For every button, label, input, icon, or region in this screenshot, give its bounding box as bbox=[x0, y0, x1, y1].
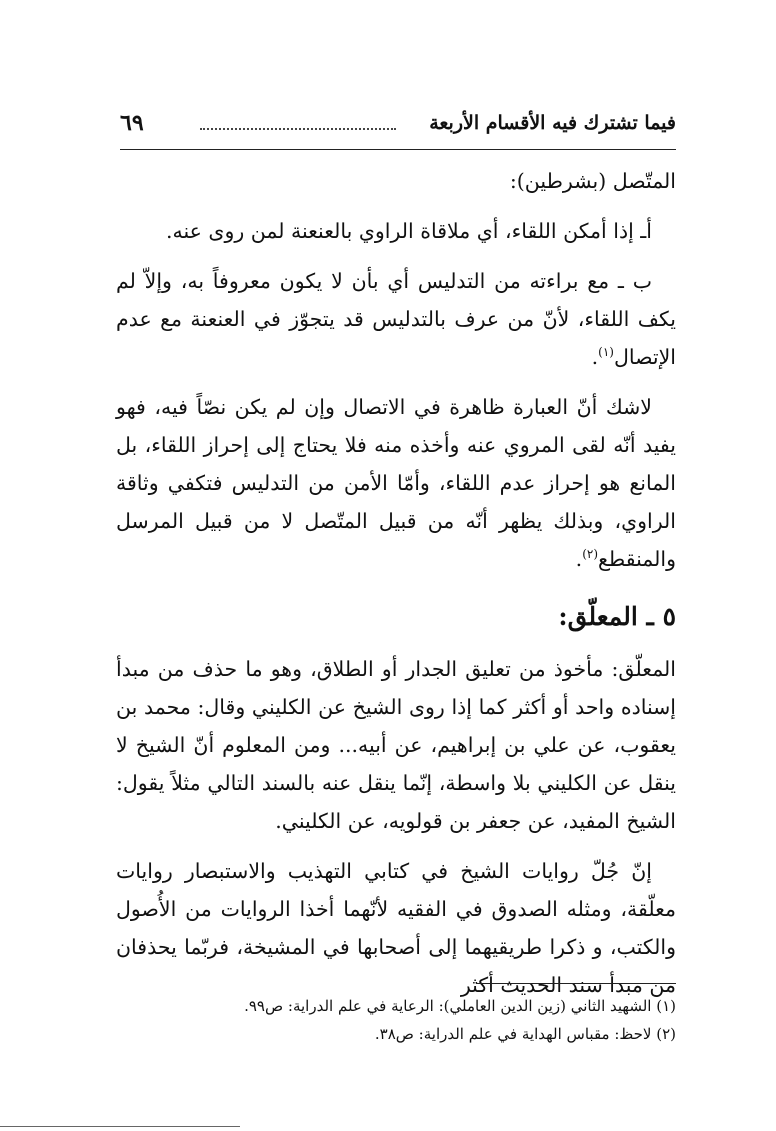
paragraph-muallaq-examples: إنّ جُلّ روايات الشيخ في كتابي التهذيب والاستبصار روايات معلّقة، ومثله الصدوق في الفقيه لأنّهما أخذا الروايات من الأُصول والكتب، و ذكرا طريقيهما إلى أصحابها في المشيخة، فربّما يحذفان من مبدأ سند الحديث أكثر bbox=[116, 859, 676, 997]
paragraph-muttasil-title: المتّصل (بشرطين): bbox=[509, 169, 676, 193]
page-bottom-edge bbox=[0, 1126, 240, 1127]
footnote-rule bbox=[476, 983, 676, 984]
paragraph-condition-b-end: . bbox=[591, 345, 599, 369]
footnote-2: (٢) لاحظ: مقباس الهداية في علم الدراية: ص٣٨. bbox=[374, 1025, 676, 1043]
footnote-1: (١) الشهيد الثاني (زين الدين العاملي): الرعاية في علم الدراية: ص٩٩. bbox=[244, 997, 676, 1015]
header-dot-leader bbox=[200, 128, 396, 130]
paragraph-commentary bbox=[116, 388, 676, 578]
paragraph-muallaq-definition: المعلّق: مأخوذ من تعليق الجدار أو الطلاق، وهو ما حذف من مبدأ إسناده واحد أو أكثر كما إذا روى الشيخ عن الكليني وقال: محمد بن يعقوب، عن علي بن إبراهيم، عن أبيه... ومن المعلوم أنّ الشيخ لا ينقل عن الكليني بلا واسطة، إنّما ينقل عنه بالسند التالي مثلاً يقول: الشيخ المفيد، عن جعفر بن قولويه، عن الكليني. bbox=[116, 657, 676, 833]
header-title: فيما تشترك فيه الأقسام الأربعة bbox=[429, 112, 676, 134]
paragraph-condition-a: أـ إذا أمكن اللقاء، أي ملاقاة الراوي بالعنعنة لمن روى عنه. bbox=[165, 219, 652, 243]
running-header bbox=[120, 108, 676, 148]
paragraph-condition-b-text: ب ـ مع براءته من التدليس أي بأن لا يكون معروفاً به، وإلاّ لم يكف اللقاء، لأنّ من عرف بالتدليس قد يتجوّز في العنعنة مع عدم الإتصال bbox=[116, 269, 676, 369]
paragraph-commentary-text: لاشك أنّ العبارة ظاهرة في الاتصال وإن لم يكن نصّاً فيه، فهو يفيد أنّه لقى المروي عنه وأخذه منه فلا يحتاج إلى إحراز اللقاء، بل المانع هو إحراز عدم اللقاء، وأمّا الأمن من التدليس فتكفي وثاقة الراوي، وبذلك يظهر أنّه من قبيل المتّصل لا من قبيل المرسل والمنقطع bbox=[116, 395, 676, 571]
page-number: ٦٩ bbox=[120, 110, 144, 136]
paragraph-commentary-end: . bbox=[575, 547, 583, 571]
header-rule bbox=[120, 149, 676, 150]
section-heading-muallaq: ٥ ـ المعلّق: bbox=[558, 602, 676, 631]
footnotes bbox=[116, 992, 676, 1048]
paragraph-condition-b bbox=[116, 262, 676, 376]
footnote-ref-2[interactable]: (٢) bbox=[582, 547, 599, 562]
footnote-ref-1[interactable]: (١) bbox=[598, 345, 614, 360]
body-text bbox=[116, 162, 676, 1016]
